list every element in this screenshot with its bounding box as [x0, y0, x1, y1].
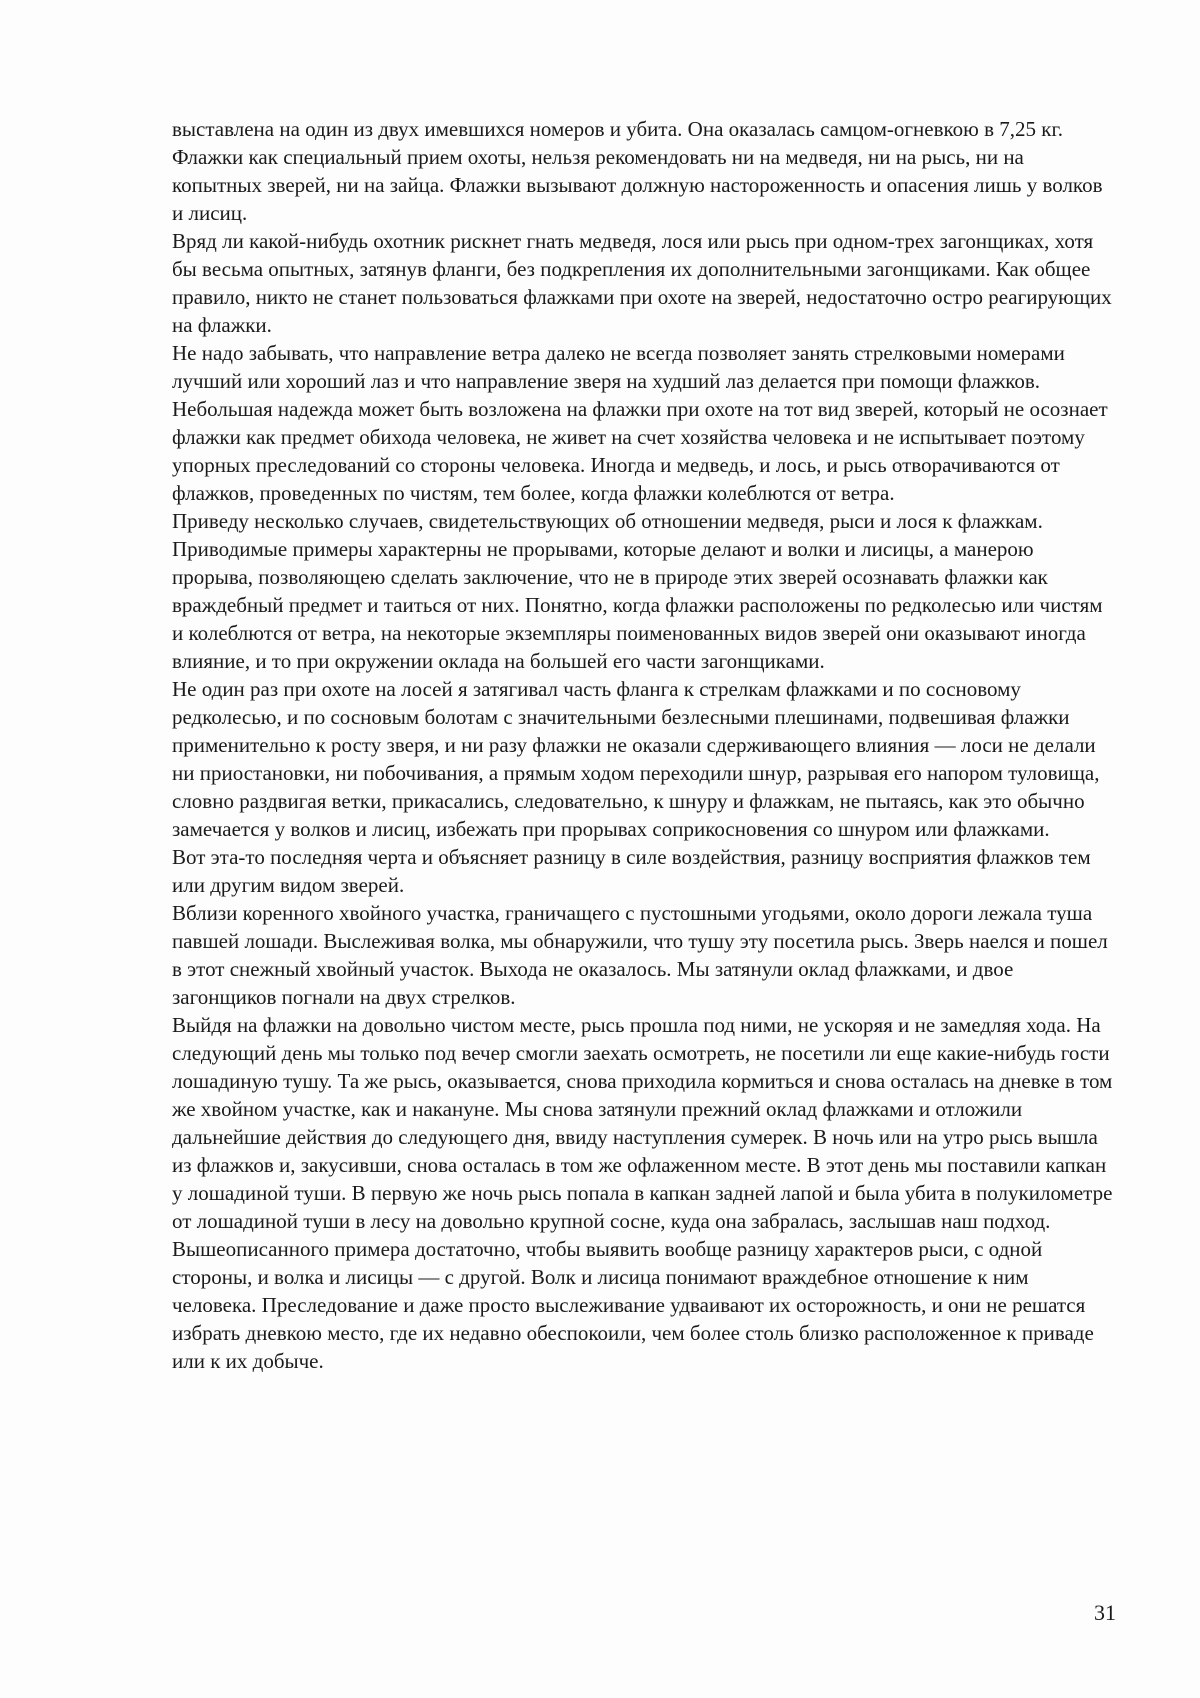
page-number: 31 [1094, 1600, 1116, 1626]
paragraph: Флажки как специальный прием охоты, нельзя рекомендовать ни на медведя, ни на рысь, ни на копытных зверей, ни на зайца. Флажки вызывают должную настороженность и опасения лишь у волков и лисиц. [172, 143, 1117, 227]
paragraph: Вышеописанного примера достаточно, чтобы выявить вообще разницу характеров рыси, с одной стороны, и волка и лисицы — с другой. Волк и лисица понимают враждебное отношение к ним человека. Преследование и даже просто выслеживание удваивают их осторожность, и они не решатся избрать дневкою место, где их недавно обеспокоили, чем более столь близко расположенное к приваде или к их добыче. [172, 1235, 1117, 1375]
paragraph: Не надо забывать, что направление ветра далеко не всегда позволяет занять стрелковыми номерами лучший или хороший лаз и что направление зверя на худший лаз делается при помощи флажков. Небольшая надежда может быть возложена на флажки при охоте на тот вид зверей, который не осознает флажки как предмет обихода человека, не живет на счет хозяйства человека и не испытывает поэтому упорных преследований со стороны человека. Иногда и медведь, и лось, и рысь отворачиваются от флажков, проведенных по чистям, тем более, когда флажки колеблются от ветра. [172, 339, 1117, 507]
paragraph: Выйдя на флажки на довольно чистом месте, рысь прошла под ними, не ускоряя и не замедляя хода. На следующий день мы только под вечер смогли заехать осмотреть, не посетили ли еще какие-нибудь гости лошадиную тушу. Та же рысь, оказывается, снова приходила кормиться и снова осталась на дневке в том же хвойном участке, как и накануне. Мы снова затянули прежний оклад флажками и отложили дальнейшие действия до следующего дня, ввиду наступления сумерек. В ночь или на утро рысь вышла из флажков и, закусивши, снова осталась в том же офлаженном месте. В этот день мы поставили капкан у лошадиной туши. В первую же ночь рысь попала в капкан задней лапой и была убита в полукилометре от лошадиной туши в лесу на довольно крупной сосне, куда она забралась, заслышав наш подход. [172, 1011, 1117, 1235]
document-page [0, 0, 1200, 1698]
paragraph: выставлена на один из двух имевшихся номеров и убита. Она оказалась самцом-огневкою в 7,25 кг. [172, 115, 1117, 143]
paragraph: Вот эта-то последняя черта и объясняет разницу в силе воздействия, разницу восприятия флажков тем или другим видом зверей. [172, 843, 1117, 899]
body-text [172, 115, 1117, 1375]
paragraph: Вряд ли какой-нибудь охотник рискнет гнать медведя, лося или рысь при одном-трех загонщиках, хотя бы весьма опытных, затянув фланги, без подкрепления их дополнительными загонщиками. Как общее правило, никто не станет пользоваться флажками при охоте на зверей, недостаточно остро реагирующих на флажки. [172, 227, 1117, 339]
paragraph: Приведу несколько случаев, свидетельствующих об отношении медведя, рыси и лося к флажкам. Приводимые примеры характерны не прорывами, которые делают и волки и лисицы, а манерою прорыва, позволяющею сделать заключение, что не в природе этих зверей осознавать флажки как враждебный предмет и таиться от них. Понятно, когда флажки расположены по редколесью или чистям и колеблются от ветра, на некоторые экземпляры поименованных видов зверей они оказывают иногда влияние, и то при окружении оклада на большей его части загонщиками. [172, 507, 1117, 675]
paragraph: Не один раз при охоте на лосей я затягивал часть фланга к стрелкам флажками и по сосновому редколесью, и по сосновым болотам с значительными безлесными плешинами, подвешивая флажки применительно к росту зверя, и ни разу флажки не оказали сдерживающего влияния — лоси не делали ни приостановки, ни побочивания, а прямым ходом переходили шнур, разрывая его напором туловища, словно раздвигая ветки, прикасались, следовательно, к шнуру и флажкам, не пытаясь, как это обычно замечается у волков и лисиц, избежать при прорывах соприкосновения со шнуром или флажками. [172, 675, 1117, 843]
paragraph: Вблизи коренного хвойного участка, граничащего с пустошными угодьями, около дороги лежала туша павшей лошади. Выслеживая волка, мы обнаружили, что тушу эту посетила рысь. Зверь наелся и пошел в этот снежный хвойный участок. Выхода не оказалось. Мы затянули оклад флажками, и двое загонщиков погнали на двух стрелков. [172, 899, 1117, 1011]
